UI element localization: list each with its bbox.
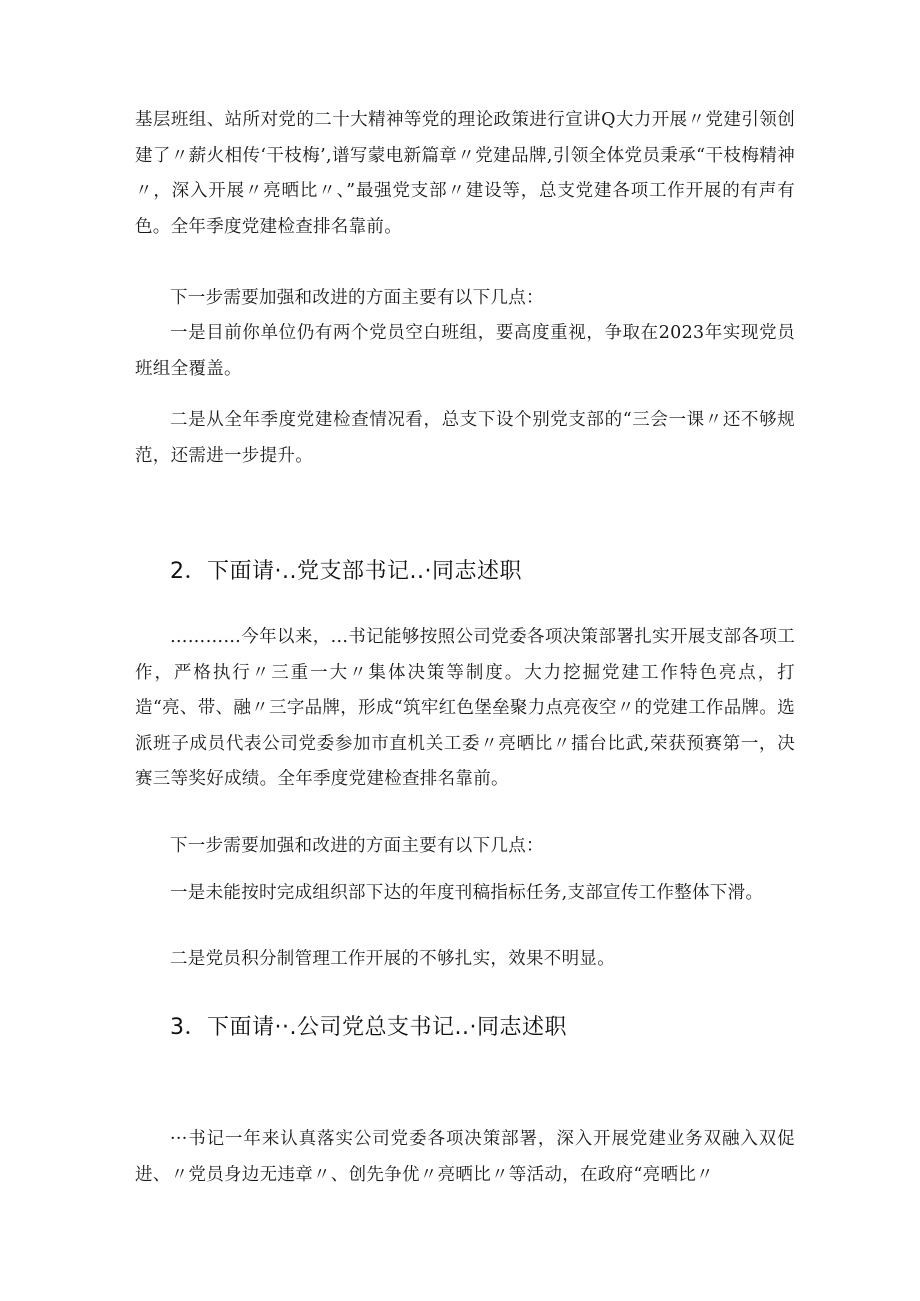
section1-improve-intro: 下一步需要加强和改进的方面主要有以下几点： — [170, 288, 544, 308]
section1-point-1: 一是目前你单位仍有两个党员空白班组，要高度重视，争取在2023年实现党员班组全覆盖。 — [135, 323, 795, 379]
section3-body-paragraph: ···书记一年来认真落实公司党委各项决策部署，深入开展党建业务双融入双促进、〃党员身边无违章〃、创先争优〃亮晒比〃等活动，在政府“亮晒比〃 — [135, 1129, 795, 1185]
section2-heading: 2．下面请·..党支部书记..·同志述职 — [170, 559, 522, 584]
section2-point-1: 一是未能按时完成组织部下达的年度刊稿指标任务,支部宣传工作整体下滑。 — [170, 883, 764, 903]
section1-point-2: 二是从全年季度党建检查情况看，总支下设个别党支部的“三会一课〃还不够规范，还需进一步提升。 — [135, 410, 795, 466]
section2-improve-intro: 下一步需要加强和改进的方面主要有以下几点： — [170, 836, 544, 856]
section3-heading: 3．下面请··.公司党总支书记..·同志述职 — [170, 1015, 567, 1040]
section1-continuation-paragraph: 基层班组、站所对党的二十大精神等党的理论政策进行宣讲Q大力开展〃党建引领创建了〃薪火相传‘干枝梅’,谱写蒙电新篇章〃党建品牌,引领全体党员秉承“干枝梅精神〃，深入开展〃亮晒比〃、”最强党支部〃建设等，总支党建各项工作开展的有声有色。全年季度党建检查排名靠前。 — [135, 110, 795, 237]
section2-point-2: 二是党员积分制管理工作开展的不够扎实，效果不明显。 — [170, 949, 615, 969]
section2-body-paragraph: …………今年以来，...书记能够按照公司党委各项决策部署扎实开展支部各项工作，严格执行〃三重一大〃集体决策等制度。大力挖掘党建工作特色亮点，打造“亮、带、融〃三字品牌，形成“筑牢红色堡垒聚力点亮夜空〃的党建工作品牌。选派班子成员代表公司党委参加市直机关工委〃亮晒比〃擂台比武,荣获预赛第一，决赛三等奖好成绩。全年季度党建检查排名靠前。 — [135, 627, 795, 789]
